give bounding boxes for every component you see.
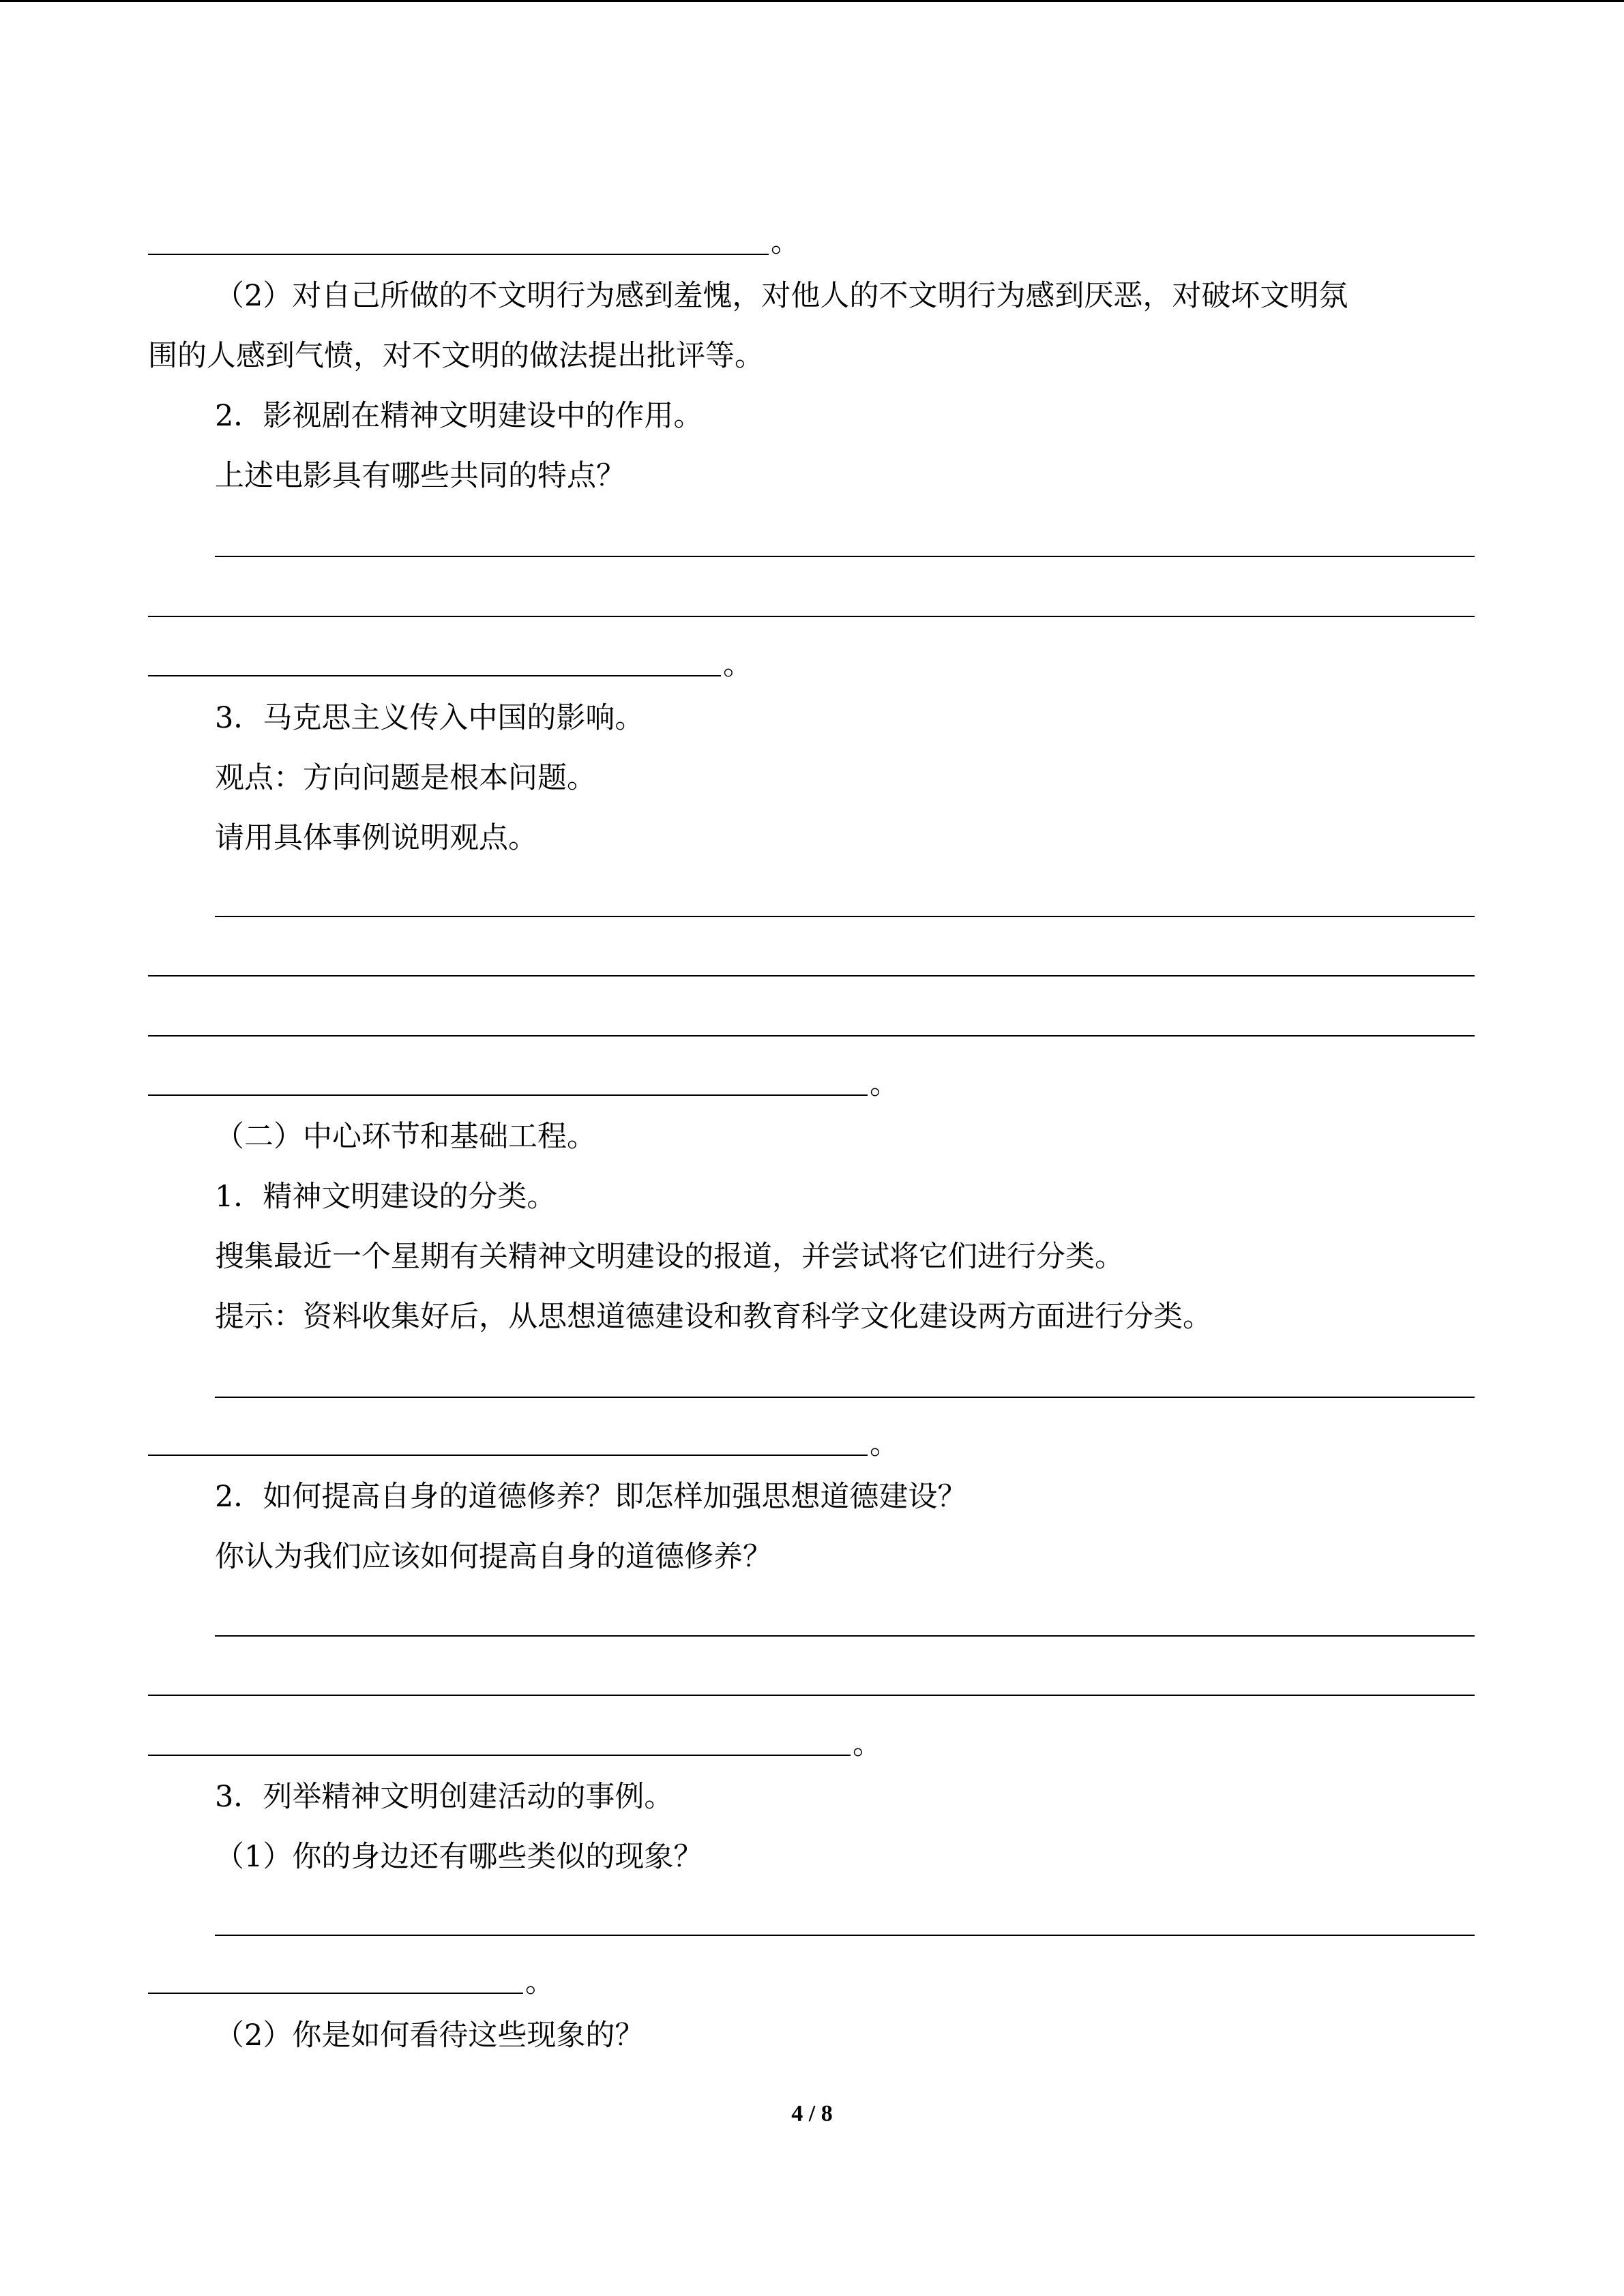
answer-line xyxy=(148,675,721,676)
q3-title: 3．马克思主义传入中国的影响。 xyxy=(215,701,645,735)
s2-q3-part1: （1）你的身边还有哪些类似的现象？ xyxy=(215,1840,703,1874)
q3-viewpoint: 观点：方向问题是根本问题。 xyxy=(215,761,596,795)
period-mark: 。 xyxy=(525,1965,555,1999)
q1-part2-line1: （2）对自己所做的不文明行为感到羞愧，对他人的不文明行为感到厌恶，对破坏文明氛 xyxy=(215,279,1348,313)
q2-prompt: 上述电影具有哪些共同的特点？ xyxy=(215,459,625,493)
answer-line xyxy=(148,1455,868,1456)
s2-q3-part2: （2）你是如何看待这些现象的？ xyxy=(215,2018,645,2053)
answer-line xyxy=(215,1935,1475,1936)
answer-line xyxy=(148,1035,1475,1037)
answer-line xyxy=(215,916,1475,917)
page-top-border xyxy=(0,0,1624,2)
answer-line xyxy=(148,1993,523,1994)
answer-line xyxy=(215,1635,1475,1637)
s2-q2-title: 2．如何提高自身的道德修养？即怎样加强思想道德建设？ xyxy=(215,1480,967,1514)
page-number: 4 / 8 xyxy=(791,2101,833,2126)
answer-line xyxy=(215,1397,1475,1398)
answer-line xyxy=(215,556,1475,557)
period-mark: 。 xyxy=(870,1427,899,1461)
s2-q2-prompt: 你认为我们应该如何提高自身的道德修养？ xyxy=(215,1540,772,1574)
q3-prompt: 请用具体事例说明观点。 xyxy=(215,821,537,855)
period-mark: 。 xyxy=(723,648,752,682)
section2-heading: （二）中心环节和基础工程。 xyxy=(215,1120,596,1154)
period-mark: 。 xyxy=(853,1727,882,1761)
q2-title: 2．影视剧在精神文明建设中的作用。 xyxy=(215,399,703,433)
q1-part2-line2: 围的人感到气愤，对不文明的做法提出批评等。 xyxy=(148,339,764,373)
period-mark: 。 xyxy=(771,225,800,259)
s2-q1-title: 1．精神文明建设的分类。 xyxy=(215,1180,557,1214)
s2-q1-hint: 提示：资料收集好后，从思想道德建设和教育科学文化建设两方面进行分类。 xyxy=(215,1300,1212,1334)
s2-q3-title: 3．列举精神文明创建活动的事例。 xyxy=(215,1780,674,1814)
answer-line xyxy=(148,975,1475,976)
answer-line xyxy=(148,1695,1475,1696)
answer-line xyxy=(148,1755,851,1756)
answer-line xyxy=(148,616,1475,617)
answer-line xyxy=(148,254,769,255)
s2-q1-prompt: 搜集最近一个星期有关精神文明建设的报道，并尝试将它们进行分类。 xyxy=(215,1240,1124,1274)
answer-line xyxy=(148,1094,868,1096)
period-mark: 。 xyxy=(870,1067,899,1101)
